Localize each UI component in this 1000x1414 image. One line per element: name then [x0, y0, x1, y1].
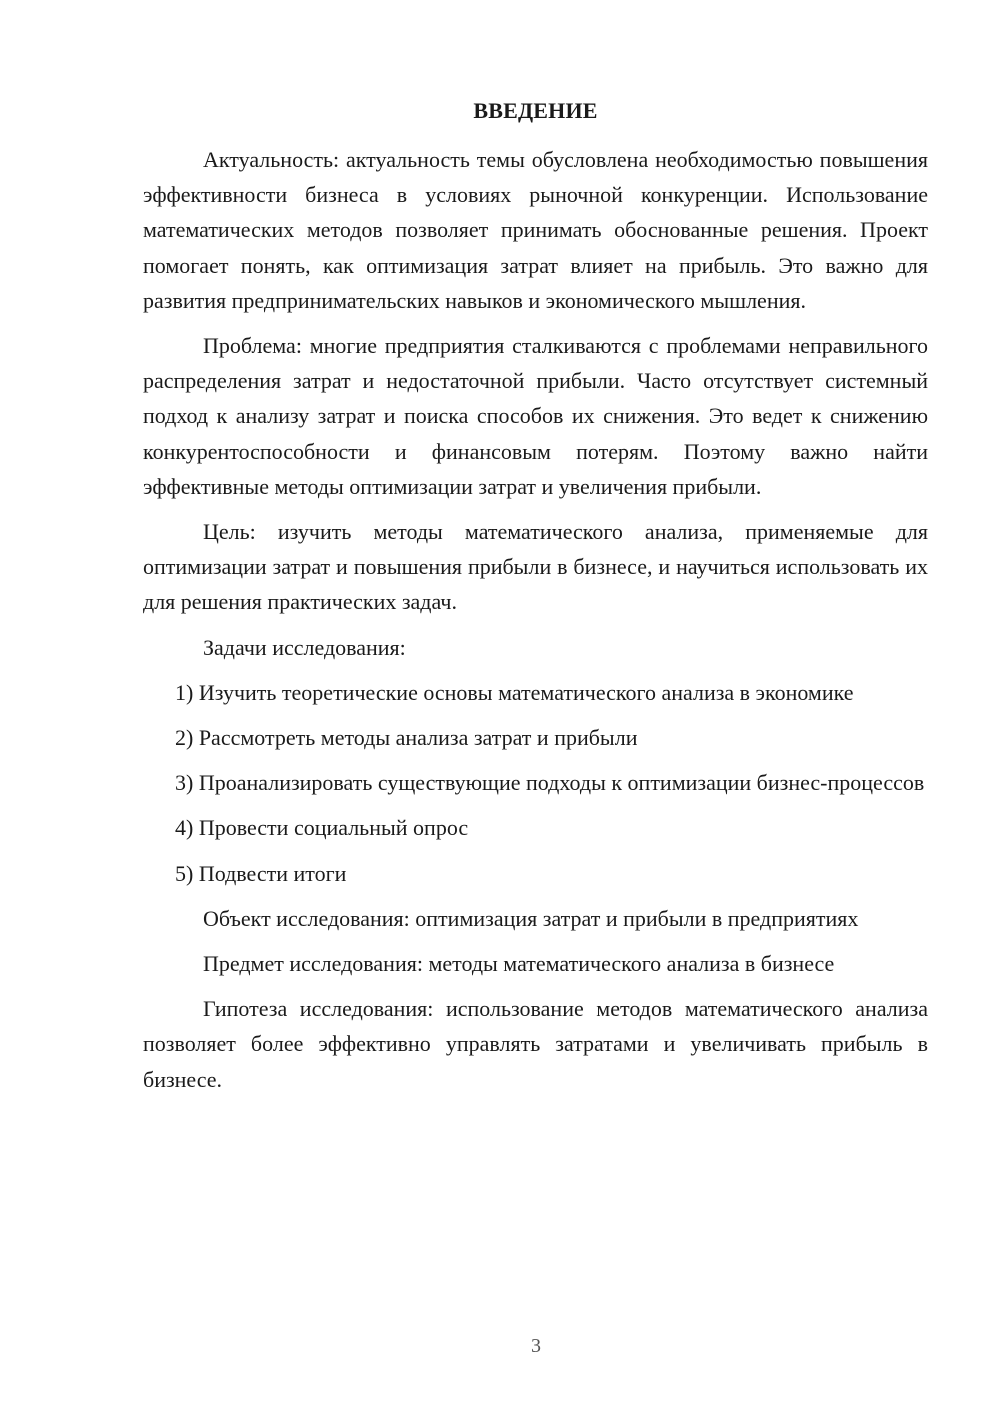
task-item: 3) Проанализировать существующие подходы к оптимизации бизнес-процессов — [175, 770, 925, 796]
task-item: 1) Изучить теоретические основы математического анализа в экономике — [175, 679, 854, 705]
paragraph-subject: Предмет исследования: методы математического анализа в бизнесе — [203, 951, 835, 977]
paragraph-problem: Проблема: многие предприятия сталкиваются с проблемами неправильного распределения затрат и недостаточной прибыли. Часто отсутствует системный подход к анализу затрат и поиска способов их снижения. Это ведет к снижению конкурентоспособности и финансовым потерям. Поэтому важно найти эффективные методы оптимизации затрат и увеличения прибыли. — [143, 333, 928, 499]
paragraph-relevance: Актуальность: актуальность темы обусловлена необходимостью повышения эффективности бизнеса в условиях рыночной конкуренции. Использование математических методов позволяет принимать обоснованные решения. Проект помогает понять, как оптимизация затрат влияет на прибыль. Это важно для развития предпринимательских навыков и экономического мышления. — [143, 147, 928, 313]
page-number: 3 — [531, 1335, 541, 1357]
task-item: 5) Подвести итоги — [175, 860, 347, 886]
task-item: 2) Рассмотреть методы анализа затрат и прибыли — [175, 725, 638, 751]
page-title: ВВЕДЕНИЕ — [473, 98, 598, 123]
paragraph-object: Объект исследования: оптимизация затрат и прибыли в предприятиях — [203, 905, 859, 931]
tasks-heading: Задачи исследования: — [203, 634, 406, 660]
task-item: 4) Провести социальный опрос — [175, 815, 469, 841]
paragraph-goal: Цель: изучить методы математического анализа, применяемые для оптимизации затрат и повышения прибыли в бизнесе, и научиться использовать их для решения практических задач. — [143, 519, 928, 615]
paragraph-hypothesis: Гипотеза исследования: использование методов математического анализа позволяет более эффективно управлять затратами и увеличивать прибыль в бизнесе. — [143, 996, 928, 1092]
document-body — [143, 142, 928, 1107]
